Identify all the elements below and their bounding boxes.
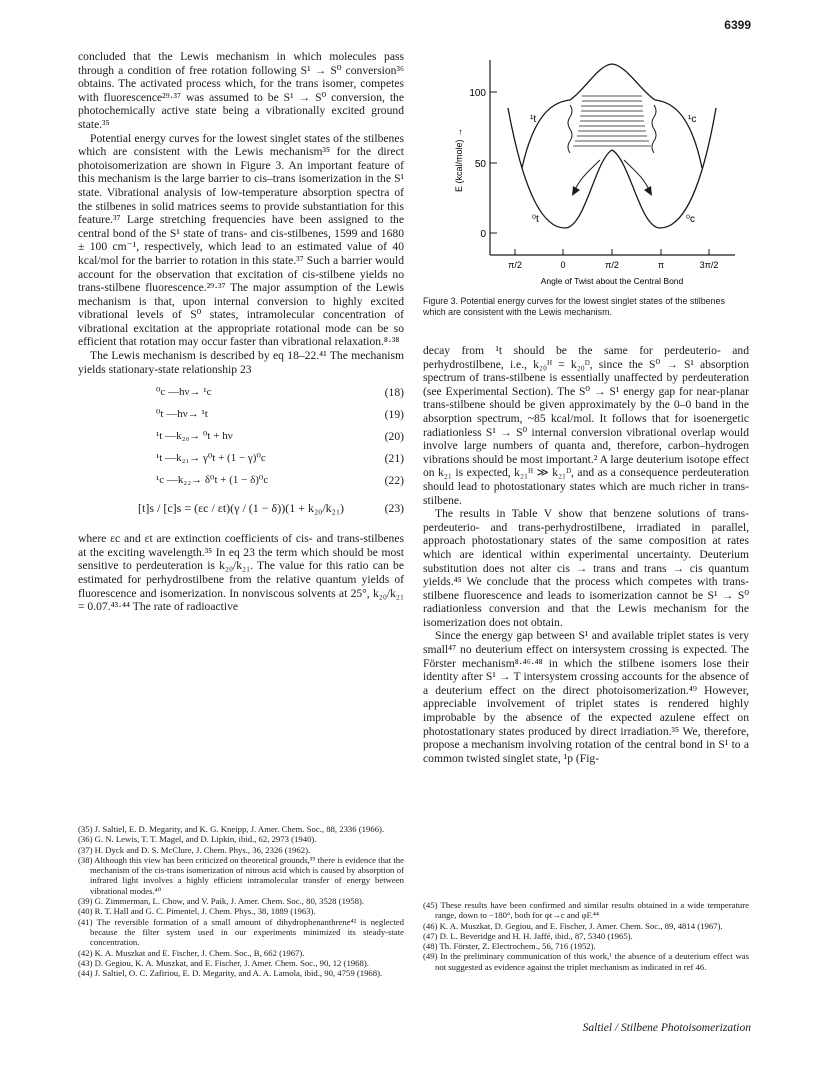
equation-23 — [78, 492, 404, 526]
left-column — [78, 50, 404, 614]
x-tick-label: 3π/2 — [699, 260, 719, 270]
equation-number: (22) — [384, 474, 404, 488]
footnotes-left — [78, 824, 404, 978]
paragraph: concluded that the Lewis mechanism in which molecules pass through a condition of free rotation following S¹ → S⁰ conversion³⁶ obtains. The activated process which, for the trans isomer, competes with fluorescence²⁹·³⁷ was assumed to be S¹ → S⁰ conversion, the photochemically active state being a vibrationally excited ground state.³⁵ — [78, 50, 404, 131]
paragraph: where εc and εt are extinction coefficients of cis- and trans-stilbenes at the exciting wavelength.³⁵ In eq 23 the term which should be most sensitive to perdeuteration is k₂₀/k₂₁. The value for this ratio can be estimated for perhydrostilbene from the relative quantum yields of fluorescence and isomerization. In nonviscous solvents at 25°, k₂₀/k₂₁ = 0.07.⁴³·⁴⁴ The rate of radioactive — [78, 532, 404, 614]
x-tick-label: π/2 — [605, 260, 619, 270]
curve-label-0t: ⁰t — [532, 214, 539, 225]
footnote: (49) In the preliminary communication of this work,¹ the absence of a deuterium effect was not suggested as evidence against the triplet mechanism as indicated in ref 46. — [423, 951, 749, 972]
paragraph: The Lewis mechanism is described by eq 18–22.⁴¹ The mechanism yields stationary-state relationship 23 — [78, 349, 404, 376]
curve-label-1c: ¹c — [688, 114, 697, 125]
x-axis-label: Angle of Twist about the Central Bond — [540, 276, 684, 286]
equation-22 — [78, 470, 404, 492]
equation-number: (19) — [384, 408, 404, 422]
equation-body: ⁰c —hν→ ¹c — [156, 386, 212, 399]
equation-number: (23) — [384, 502, 404, 516]
right-column — [423, 344, 749, 765]
equation-body: ⁰t —hν→ ¹t — [156, 408, 208, 421]
paragraph: Potential energy curves for the lowest singlet states of the stilbenes which are consistent with the Lewis mechanism³⁵ for the direct photoisomerization are shown in Figure 3. An important feature of this mechanism is the large barrier to cis–trans isomerization in the S¹ state. Vibrational analysis of low-temperature absorption spectra of the stilbenes in solid matrices seems to provide substantiation for this feature.³⁷ Large stretching frequencies have been assigned to the central bond of the S¹ state of trans- and cis-stilbenes, 1599 and 1680 ± 100 cm⁻¹, respectively, which lead to an estimated value of 40 kcal/mol for the barrier to rotation in this state.³⁷ Such a barrier would account for the observation that excitation of cis-stilbene yields no trans-stilbene fluorescence.²⁹·³⁷ The major assumption of the Lewis mechanism is that, upon internal conversion to highly excited vibrational levels of S⁰ states, intramolecular concentration of vibrational excitation at the appropriate rotational mode can be so efficient that rotation may occur faster than vibrational relaxation.⁸·³⁸ — [78, 131, 404, 349]
vibrational-levels — [573, 96, 651, 146]
equation-body: ¹t —k₂₁→ γ⁰t + (1 − γ)⁰c — [156, 452, 266, 465]
y-tick-label: 50 — [474, 159, 486, 170]
page-number: 6399 — [724, 18, 751, 32]
footnotes-right — [423, 900, 749, 972]
footnote: (41) The reversible formation of a small amount of dihydrophenanthrene⁴² is neglected because the filter system used in our experiments minimized its steady-state concentration. — [78, 916, 404, 948]
y-tick-label: 0 — [480, 229, 486, 240]
equation-block — [78, 382, 404, 526]
paragraph: Since the energy gap between S¹ and available triplet states is very small⁴⁷ no deuterium effect on intersystem crossing is expected. The Förster mechanism⁸·⁴⁶·⁴⁸ in which the stilbene isomers lose their identity after S¹ → T intersystem crossing accounts for the absence of a deuterium effect on the direct photoisomerization.⁴⁹ However, appreciable involvement of triplet states is rendered highly improbable by the absence of the expected azulene effect on photostationary states produced by direct irradiation.³⁵ We, therefore, propose a mechanism involving rotation of the central bond in S¹ to a common twisted singlet state, ¹p (Fig- — [423, 629, 749, 765]
curve-label-0c: ⁰c — [686, 214, 696, 225]
footnote: (39) G. Zimmerman, L. Chow, and V. Paik, J. Amer. Chem. Soc., 80, 3528 (1958). — [78, 896, 365, 907]
internal-conversion-arrow — [568, 105, 572, 153]
footnote: (47) D. L. Beveridge and H. H. Jaffé, ibid., 87, 5340 (1965). — [423, 930, 633, 941]
potential-energy-diagram — [450, 50, 750, 290]
equation-body: ¹t —k₂₀→ ⁰t + hν — [156, 430, 233, 443]
x-tick-label: π — [657, 260, 665, 270]
figure-3 — [450, 50, 750, 290]
footnote: (35) J. Saltiel, E. D. Megarity, and K. G. Kneipp, J. Amer. Chem. Soc., 88, 2336 (1966). — [78, 824, 385, 834]
footnote: (48) Th. Förster, Z. Electrochem., 56, 716 (1952). — [423, 941, 596, 952]
x-tick-label: π/2 — [508, 260, 522, 270]
equation-19 — [78, 404, 404, 426]
y-tick-label: 100 — [469, 88, 486, 99]
paragraph: decay from ¹t should be the same for perdeuterio- and perhydrostilbene, i.e., k₂₀ᴴ = k₂₀ᴰ, since the S⁰ → S¹ absorption spectrum of trans-stilbene is essentially unaffected by perdeuteration (see Experimental Section). The S⁰ → S¹ energy gap for near-planar trans-stilbene should be given approximately by the 0–0 band in the absorption spectrum, ~85 kcal/mol. It follows that for isoenergetic radiationless S¹ → S⁰ internal conversion vibrational overlap would involve large numbers of quanta and, therefore, carbon–hydrogen vibrations should be most important.² A large deuterium isotope effect on k₂₁ is expected, k₂₁ᴴ ≫ k₂₁ᴰ, and as a consequence perdeuteration should lead to photostationary states which are much richer in trans-stilbene. — [423, 344, 749, 507]
footnote: (36) G. N. Lewis, T. T. Magel, and D. Lipkin, ibid., 62, 2973 (1940). — [78, 834, 317, 845]
footnote: (46) K. A. Muszkat, D. Gegiou, and E. Fischer, J. Amer. Chem. Soc., 89, 4814 (1967). — [423, 920, 723, 931]
footnote: (38) Although this view has been criticized on theoretical grounds,³⁹ there is evidence that the mechanism of the cis-trans isomerization of nitrous acid which is caused by absorption of infrared light involves a highly efficient intramolecular transfer of energy between vibrational modes.⁴⁰ — [78, 854, 404, 896]
figure-caption: Figure 3. Potential energy curves for the lowest singlet states of the stilbenes which are consistent with the Lewis mechanism. — [423, 296, 725, 317]
footnote: (37) H. Dyck and D. S. McClure, J. Chem. Phys., 36, 2326 (1962). — [78, 844, 311, 855]
equation-number: (18) — [384, 386, 404, 400]
equation-number: (20) — [384, 430, 404, 444]
curve-label-1t: ¹t — [530, 114, 537, 125]
paragraph: The results in Table V show that benzene solutions of trans-perdeuterio- and trans-perhydrostilbene, irradiated in parallel, approach photostationary states of the same composition at rates which are identical within experimental uncertainty. Deuterium substitution does not alter cis → trans and trans → cis quantum yields.⁴⁵ We conclude that the process which competes with trans-stilbene fluorescence and leads to isomerization cannot be S¹ → S⁰ radiationless conversion and that the Lewis mechanism for the isomerization does not obtain. — [423, 507, 749, 629]
equation-body: ¹c —k₂₂→ δ⁰t + (1 − δ)⁰c — [156, 474, 269, 487]
footnote: (44) J. Saltiel, O. C. Zafiriou, E. D. Megarity, and A. A. Lamola, ibid., 90, 4759 (1968). — [78, 968, 383, 979]
equation-21 — [78, 448, 404, 470]
running-footer: Saltiel / Stilbene Photoisomerization — [582, 1022, 751, 1034]
y-axis-label: E (kcal/mole) → — [454, 127, 464, 193]
footnote: (45) These results have been confirmed and similar results obtained in a wide temperature range, down to −180°, both for φt→c and φF.⁴⁴ — [423, 900, 749, 921]
footnote: (40) R. T. Hall and G. C. Pimentel, J. Chem. Phys., 38, 1889 (1963). — [78, 906, 316, 917]
internal-conversion-arrow — [652, 105, 656, 153]
footnote: (43) D. Gegiou, K. A. Muszkat, and E. Fischer, J. Amer. Chem. Soc., 90, 12 (1968). — [78, 957, 369, 968]
equation-18 — [78, 382, 404, 404]
equation-number: (21) — [384, 452, 404, 466]
equation-20 — [78, 426, 404, 448]
footnote: (42) K. A. Muszkat and E. Fischer, J. Chem. Soc., B, 662 (1967). — [78, 947, 305, 958]
equation-body: [t]s / [c]s = (εc / εt)(γ / (1 − δ))(1 + k₂₀/k₂₁) — [138, 501, 345, 516]
x-tick-label: 0 — [560, 260, 566, 270]
